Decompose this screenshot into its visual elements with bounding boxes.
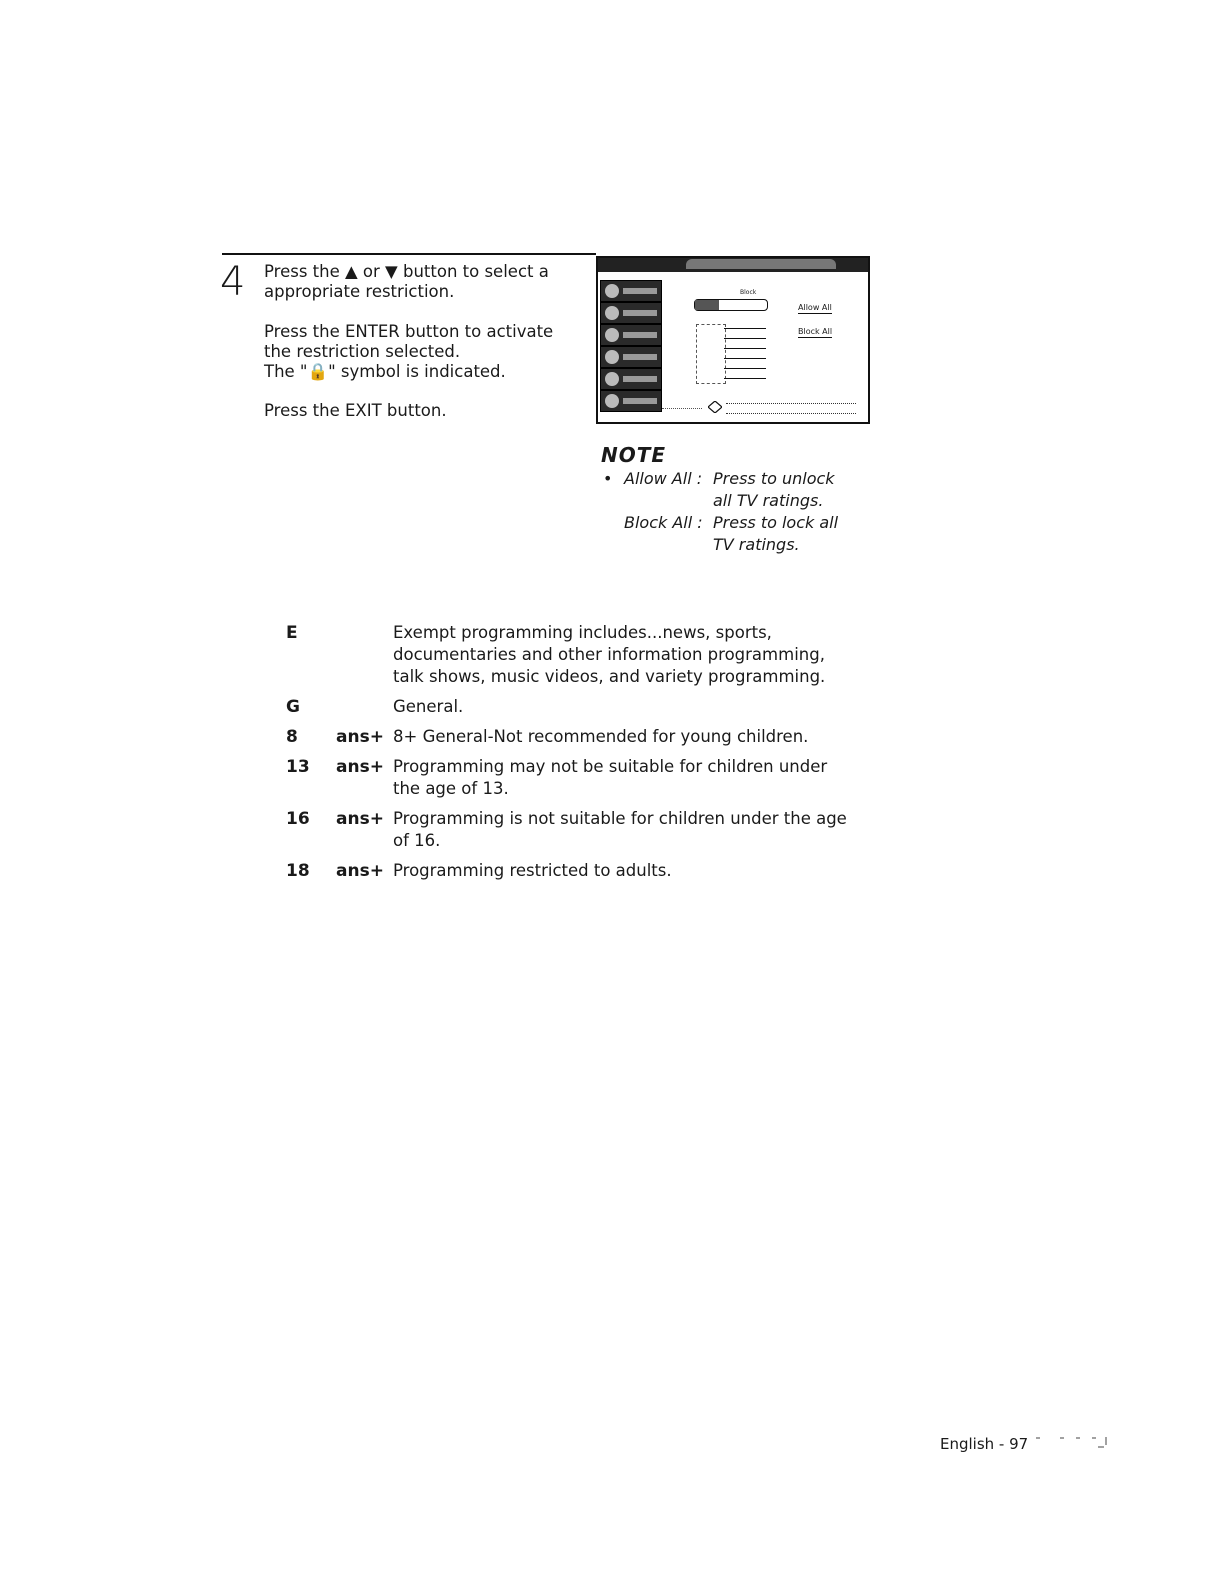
note-allow-term: Allow All :: [624, 469, 703, 488]
rating-code: E: [286, 623, 298, 643]
rating-code: 16: [286, 809, 310, 829]
step-instruction-select: [264, 262, 584, 302]
rating-description: Programming is not suitable for children under the age of 16.: [393, 809, 847, 850]
allow-all-button[interactable]: Allow All: [798, 303, 832, 312]
section-rule: [222, 253, 596, 255]
note-block-term: Block All :: [624, 513, 703, 532]
rating-suffix: ans+: [336, 809, 384, 829]
rating-row-selected: [694, 299, 768, 311]
step-line: Press the ENTER button to activate the restriction selected.: [264, 322, 554, 361]
rating-description: Programming restricted to adults.: [393, 861, 672, 880]
navigate-icon: [708, 401, 722, 413]
rating-code: 8: [286, 727, 298, 747]
block-all-button[interactable]: Block All: [798, 327, 833, 336]
menu-title-bar: [598, 258, 868, 272]
print-marks: [1036, 1433, 1116, 1449]
step-line: Press the ▲ or ▼ button to select a appropriate restriction.: [264, 262, 549, 301]
rating-grid: [696, 324, 766, 382]
rating-suffix: ans+: [336, 757, 384, 777]
rating-code: 13: [286, 757, 310, 777]
input-menu-icon: [600, 280, 662, 302]
note-allow-desc: Press to unlock: [713, 469, 835, 488]
rating-description: Exempt programming includes...news, sports, documentaries and other information programming, talk shows, music videos, and variety programming.: [393, 623, 826, 686]
step-number: 4: [220, 259, 246, 305]
step-line: Press the EXIT button.: [264, 401, 447, 420]
step-line: The "🔒" symbol is indicated.: [264, 362, 506, 381]
rating-code: 18: [286, 861, 310, 881]
tv-menu-screenshot: [596, 256, 870, 424]
picture-menu-icon: [600, 302, 662, 324]
menu-help-bar: [662, 400, 862, 414]
rating-code: G: [286, 697, 300, 717]
rating-suffix: ans+: [336, 727, 384, 747]
note-title: NOTE: [601, 443, 667, 467]
note-block-desc: Press to lock all: [713, 513, 839, 532]
note-block-desc: TV ratings.: [713, 535, 800, 554]
sound-menu-icon: [600, 324, 662, 346]
rating-suffix: ans+: [336, 861, 384, 881]
note-allow-desc: all TV ratings.: [713, 491, 824, 510]
rating-description: General.: [393, 697, 464, 716]
channel-menu-icon: [600, 346, 662, 368]
rating-description: Programming may not be suitable for children under the age of 13.: [393, 757, 828, 798]
page-number: English - 97: [940, 1435, 1029, 1453]
step-instruction-enter: [264, 322, 584, 382]
listings-menu-icon: [600, 390, 662, 412]
step-instruction-exit: [264, 401, 584, 421]
note-bullet: •: [603, 469, 613, 488]
setup-menu-icon: [600, 368, 662, 390]
rating-description: 8+ General-Not recommended for young children.: [393, 727, 809, 746]
block-column-label: Block: [740, 289, 757, 296]
